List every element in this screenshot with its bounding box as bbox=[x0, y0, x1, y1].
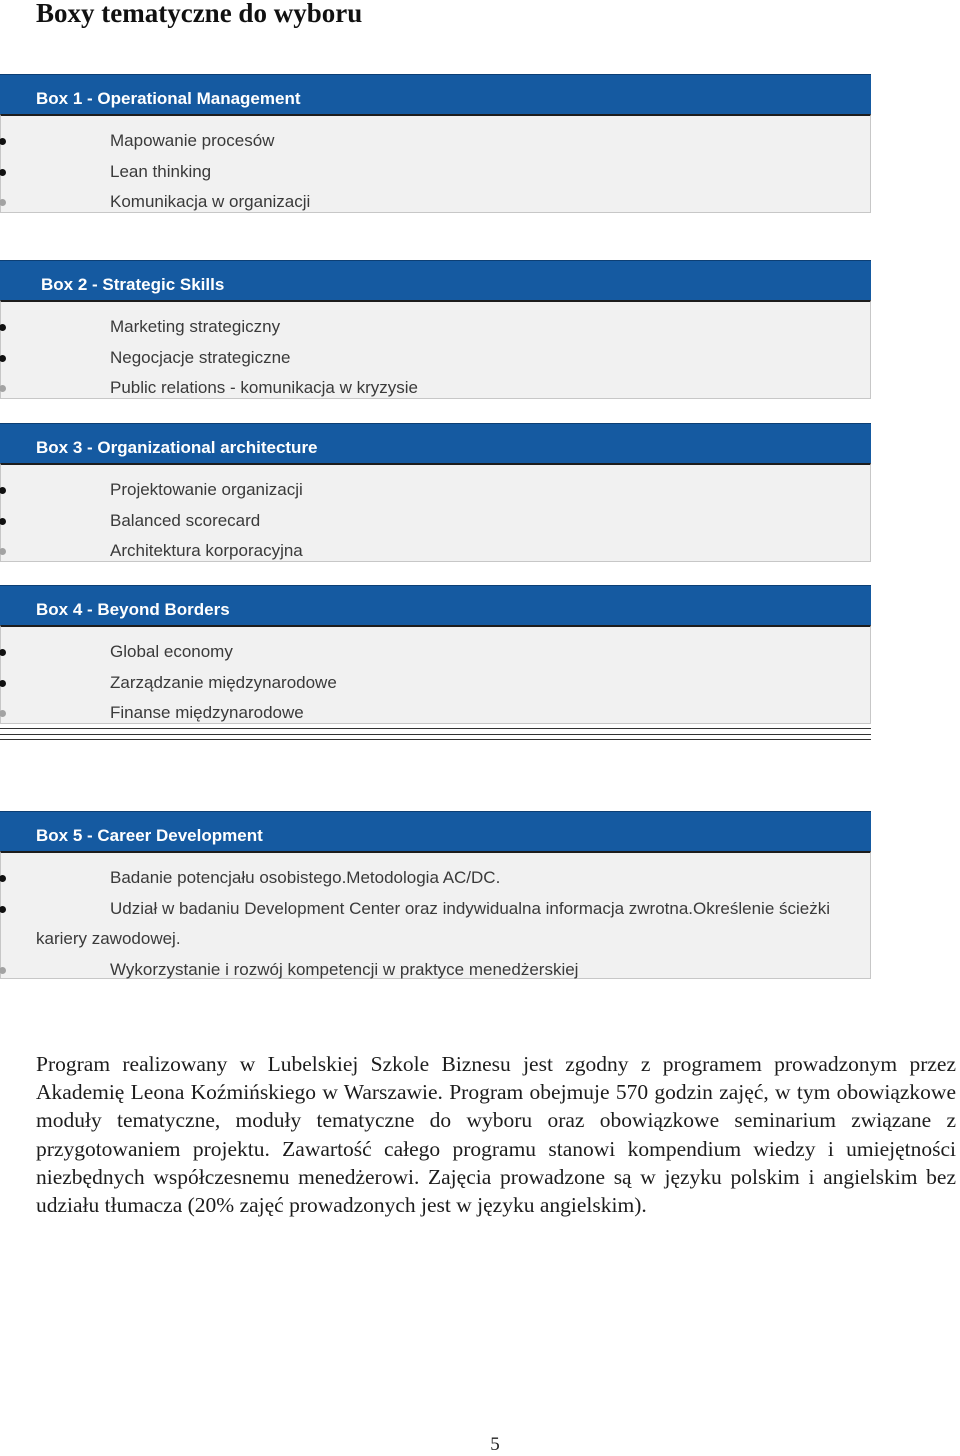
divider-line bbox=[0, 739, 871, 740]
divider-line bbox=[0, 734, 871, 735]
page-number: 5 bbox=[490, 1434, 500, 1455]
bullet-icon bbox=[0, 680, 6, 687]
page-title: Boxy tematyczne do wyboru bbox=[36, 0, 363, 28]
bullet-icon bbox=[0, 138, 6, 145]
list-item bbox=[1, 863, 870, 894]
list-item-text: Finanse międzynarodowe bbox=[110, 703, 304, 722]
box-body bbox=[0, 463, 871, 562]
list-item bbox=[1, 373, 870, 404]
box-body bbox=[0, 114, 871, 213]
list-item bbox=[1, 343, 870, 374]
bullet-icon bbox=[0, 199, 6, 206]
list-item bbox=[1, 637, 870, 668]
box-strategic-skills bbox=[0, 260, 871, 399]
list-item bbox=[1, 668, 870, 699]
list-item-text: Wykorzystanie i rozwój kompetencji w praktyce menedżerskiej bbox=[110, 959, 579, 979]
bullet-icon bbox=[0, 518, 6, 525]
bullet-icon bbox=[0, 875, 6, 882]
list-item-text: Public relations - komunikacja w kryzysie bbox=[110, 378, 418, 397]
list-item bbox=[1, 475, 870, 506]
bullet-icon bbox=[0, 548, 6, 555]
list-item bbox=[1, 312, 870, 343]
box-career-development bbox=[0, 811, 871, 979]
box-body bbox=[0, 300, 871, 399]
bullet-icon bbox=[0, 710, 6, 717]
box-header: Box 1 - Operational Management bbox=[0, 74, 871, 114]
list-item-text: Lean thinking bbox=[110, 161, 212, 181]
box-body bbox=[0, 625, 871, 724]
bullet-icon bbox=[0, 385, 6, 392]
box-organizational-architecture bbox=[0, 423, 871, 562]
bullet-icon bbox=[0, 324, 6, 331]
box-header: Box 4 - Beyond Borders bbox=[0, 585, 871, 625]
list-item-text: Balanced scorecard bbox=[110, 510, 261, 530]
bullet-icon bbox=[0, 649, 6, 656]
program-description: Program realizowany w Lubelskiej Szkole Biznesu jest zgodny z programem prowadzonym przez Akademię Leona Koźmińskiego w Warszawie. Program obejmuje 570 godzin zajęć, w tym obowiązkowe moduły tematyczne, moduły tematyczne do wyboru oraz obowiązkowe seminarium związane z przygotowaniem projektu. Zawartość całego programu stanowi kompendium wiedzy i umiejętności niezbędnych współczesnemu menedżerowi. Zajęcia prowadzone są w języku polskim i angielskim bez udziału tłumacza (20% zajęć prowadzonych jest w języku angielskim). bbox=[36, 1052, 956, 1218]
bullet-icon bbox=[0, 967, 6, 974]
bullet-icon bbox=[0, 487, 6, 494]
list-item-text: Mapowanie procesów bbox=[110, 131, 275, 150]
list-item bbox=[1, 698, 870, 729]
box-beyond-borders bbox=[0, 585, 871, 724]
list-item bbox=[1, 955, 870, 986]
bullet-icon bbox=[0, 906, 6, 913]
box-body bbox=[0, 851, 871, 979]
list-item bbox=[1, 126, 870, 157]
box-operational-management bbox=[0, 74, 871, 213]
list-item bbox=[1, 187, 870, 218]
box-header: Box 2 - Strategic Skills bbox=[0, 260, 871, 300]
list-item-text: Komunikacja w organizacji bbox=[110, 192, 311, 211]
list-item-text: Udział w badaniu Development Center oraz indywidualna informacja zwrotna.Określenie ścieżki kariery zawodowej. bbox=[36, 898, 831, 948]
list-item-text: Projektowanie organizacji bbox=[110, 480, 303, 499]
box-header: Box 3 - Organizational architecture bbox=[0, 423, 871, 463]
list-item bbox=[1, 894, 870, 955]
list-item-text: Architektura korporacyjna bbox=[110, 541, 303, 560]
list-item bbox=[1, 506, 870, 537]
list-item bbox=[1, 536, 870, 567]
bullet-icon bbox=[0, 169, 6, 176]
divider-line bbox=[0, 728, 871, 729]
list-item-text: Negocjacje strategiczne bbox=[110, 347, 291, 367]
list-item-text: Badanie potencjału osobistego.Metodologia AC/DC. bbox=[110, 868, 501, 887]
box-header: Box 5 - Career Development bbox=[0, 811, 871, 851]
list-item-text: Global economy bbox=[110, 642, 233, 661]
bullet-icon bbox=[0, 355, 6, 362]
list-item-text: Marketing strategiczny bbox=[110, 317, 281, 336]
list-item-text: Zarządzanie międzynarodowe bbox=[110, 672, 337, 692]
list-item bbox=[1, 157, 870, 188]
